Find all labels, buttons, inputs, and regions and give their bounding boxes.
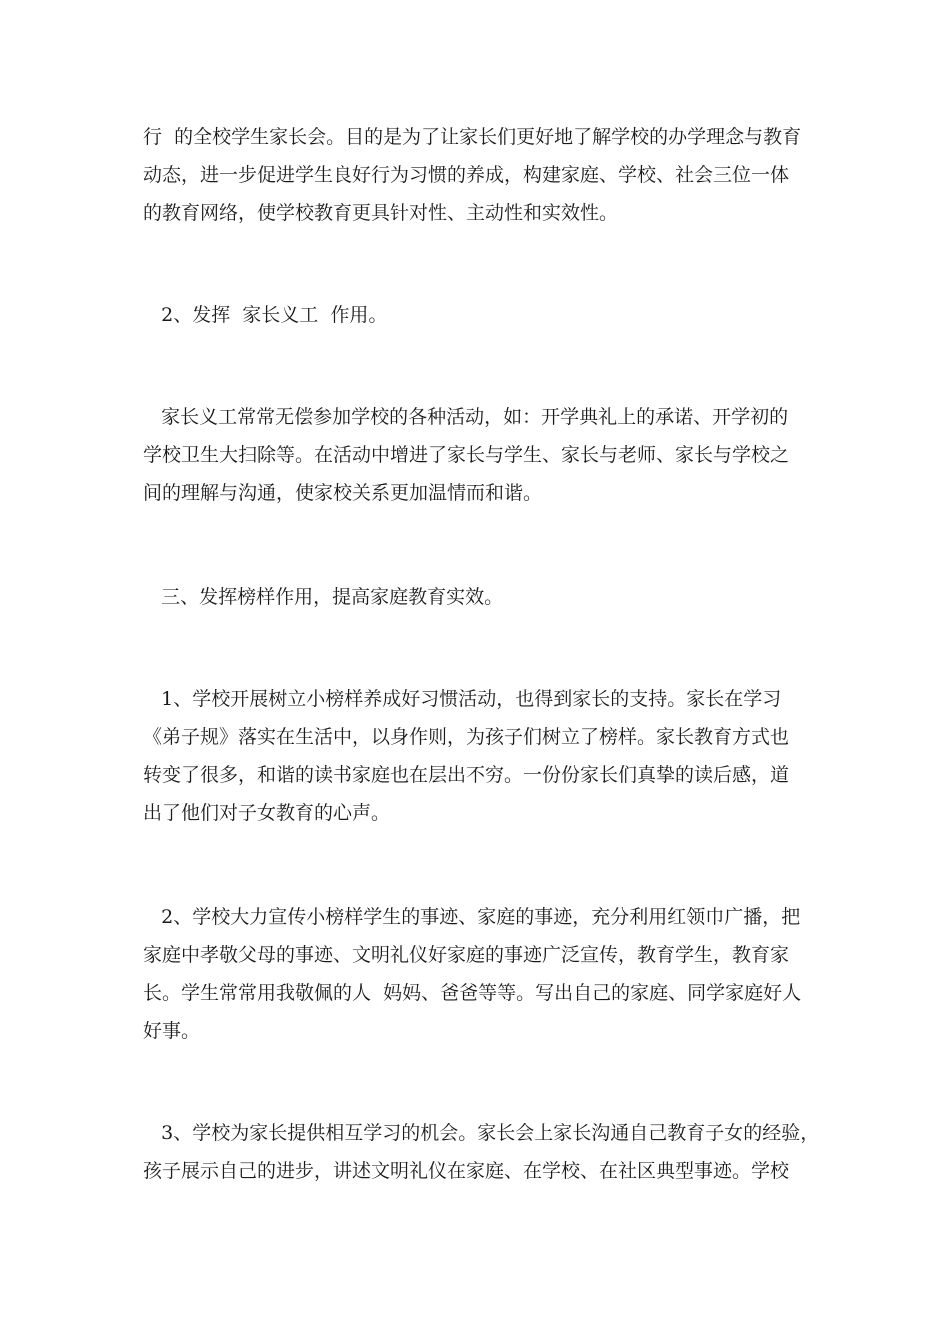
paragraph-line: 好事。 xyxy=(143,1020,201,1042)
paragraph-line: 家长义工常常无偿参加学校的各种活动，如：开学典礼上的承诺、开学初的 xyxy=(143,406,789,428)
paragraph-line: 《弟子规》落实在生活中，以身作则，为孩子们树立了榜样。家长教育方式也 xyxy=(143,726,790,748)
paragraph-line: 间的理解与沟通，使家校关系更加温情而和谐。 xyxy=(143,482,543,504)
section-heading: 三、发挥榜样作用，提高家庭教育实效。 xyxy=(143,586,504,608)
paragraph-line: 2、学校大力宣传小榜样学生的事迹、家庭的事迹，充分利用红领巾广播，把 xyxy=(143,906,801,928)
paragraph-line: 学校卫生大扫除等。在活动中增进了家长与学生、家长与老师、家长与学校之 xyxy=(143,444,790,466)
paragraph-line: 的教育网络，使学校教育更具针对性、主动性和实效性。 xyxy=(143,202,619,224)
paragraph-line: 动态，进一步促进学生良好行为习惯的养成，构建家庭、学校、社会三位一体 xyxy=(143,164,790,186)
paragraph-line: 3、学校为家长提供相互学习的机会。家长会上家长沟通自己教育子女的经验， xyxy=(143,1122,820,1144)
paragraph-line: 行 的全校学生家长会。目的是为了让家长们更好地了解学校的办学理念与教育 xyxy=(143,126,802,148)
paragraph-line: 家庭中孝敬父母的事迹、文明礼仪好家庭的事迹广泛宣传，教育学生，教育家 xyxy=(143,944,790,966)
paragraph-line: 转变了很多，和谐的读书家庭也在层出不穷。一份份家长们真挚的读后感，道 xyxy=(143,764,790,786)
paragraph-line: 长。学生常常用我敬佩的人 妈妈、爸爸等等。写出自己的家庭、同学家庭好人 xyxy=(143,982,802,1004)
paragraph-line: 孩子展示自己的进步，讲述文明礼仪在家庭、在学校、在社区典型事迹。学校 xyxy=(143,1160,790,1182)
paragraph-line: 出了他们对子女教育的心声。 xyxy=(143,802,391,824)
section-heading: 2、发挥 家长义工 作用。 xyxy=(143,304,388,326)
paragraph-line: 1、学校开展树立小榜样养成好习惯活动，也得到家长的支持。家长在学习 xyxy=(143,688,782,710)
